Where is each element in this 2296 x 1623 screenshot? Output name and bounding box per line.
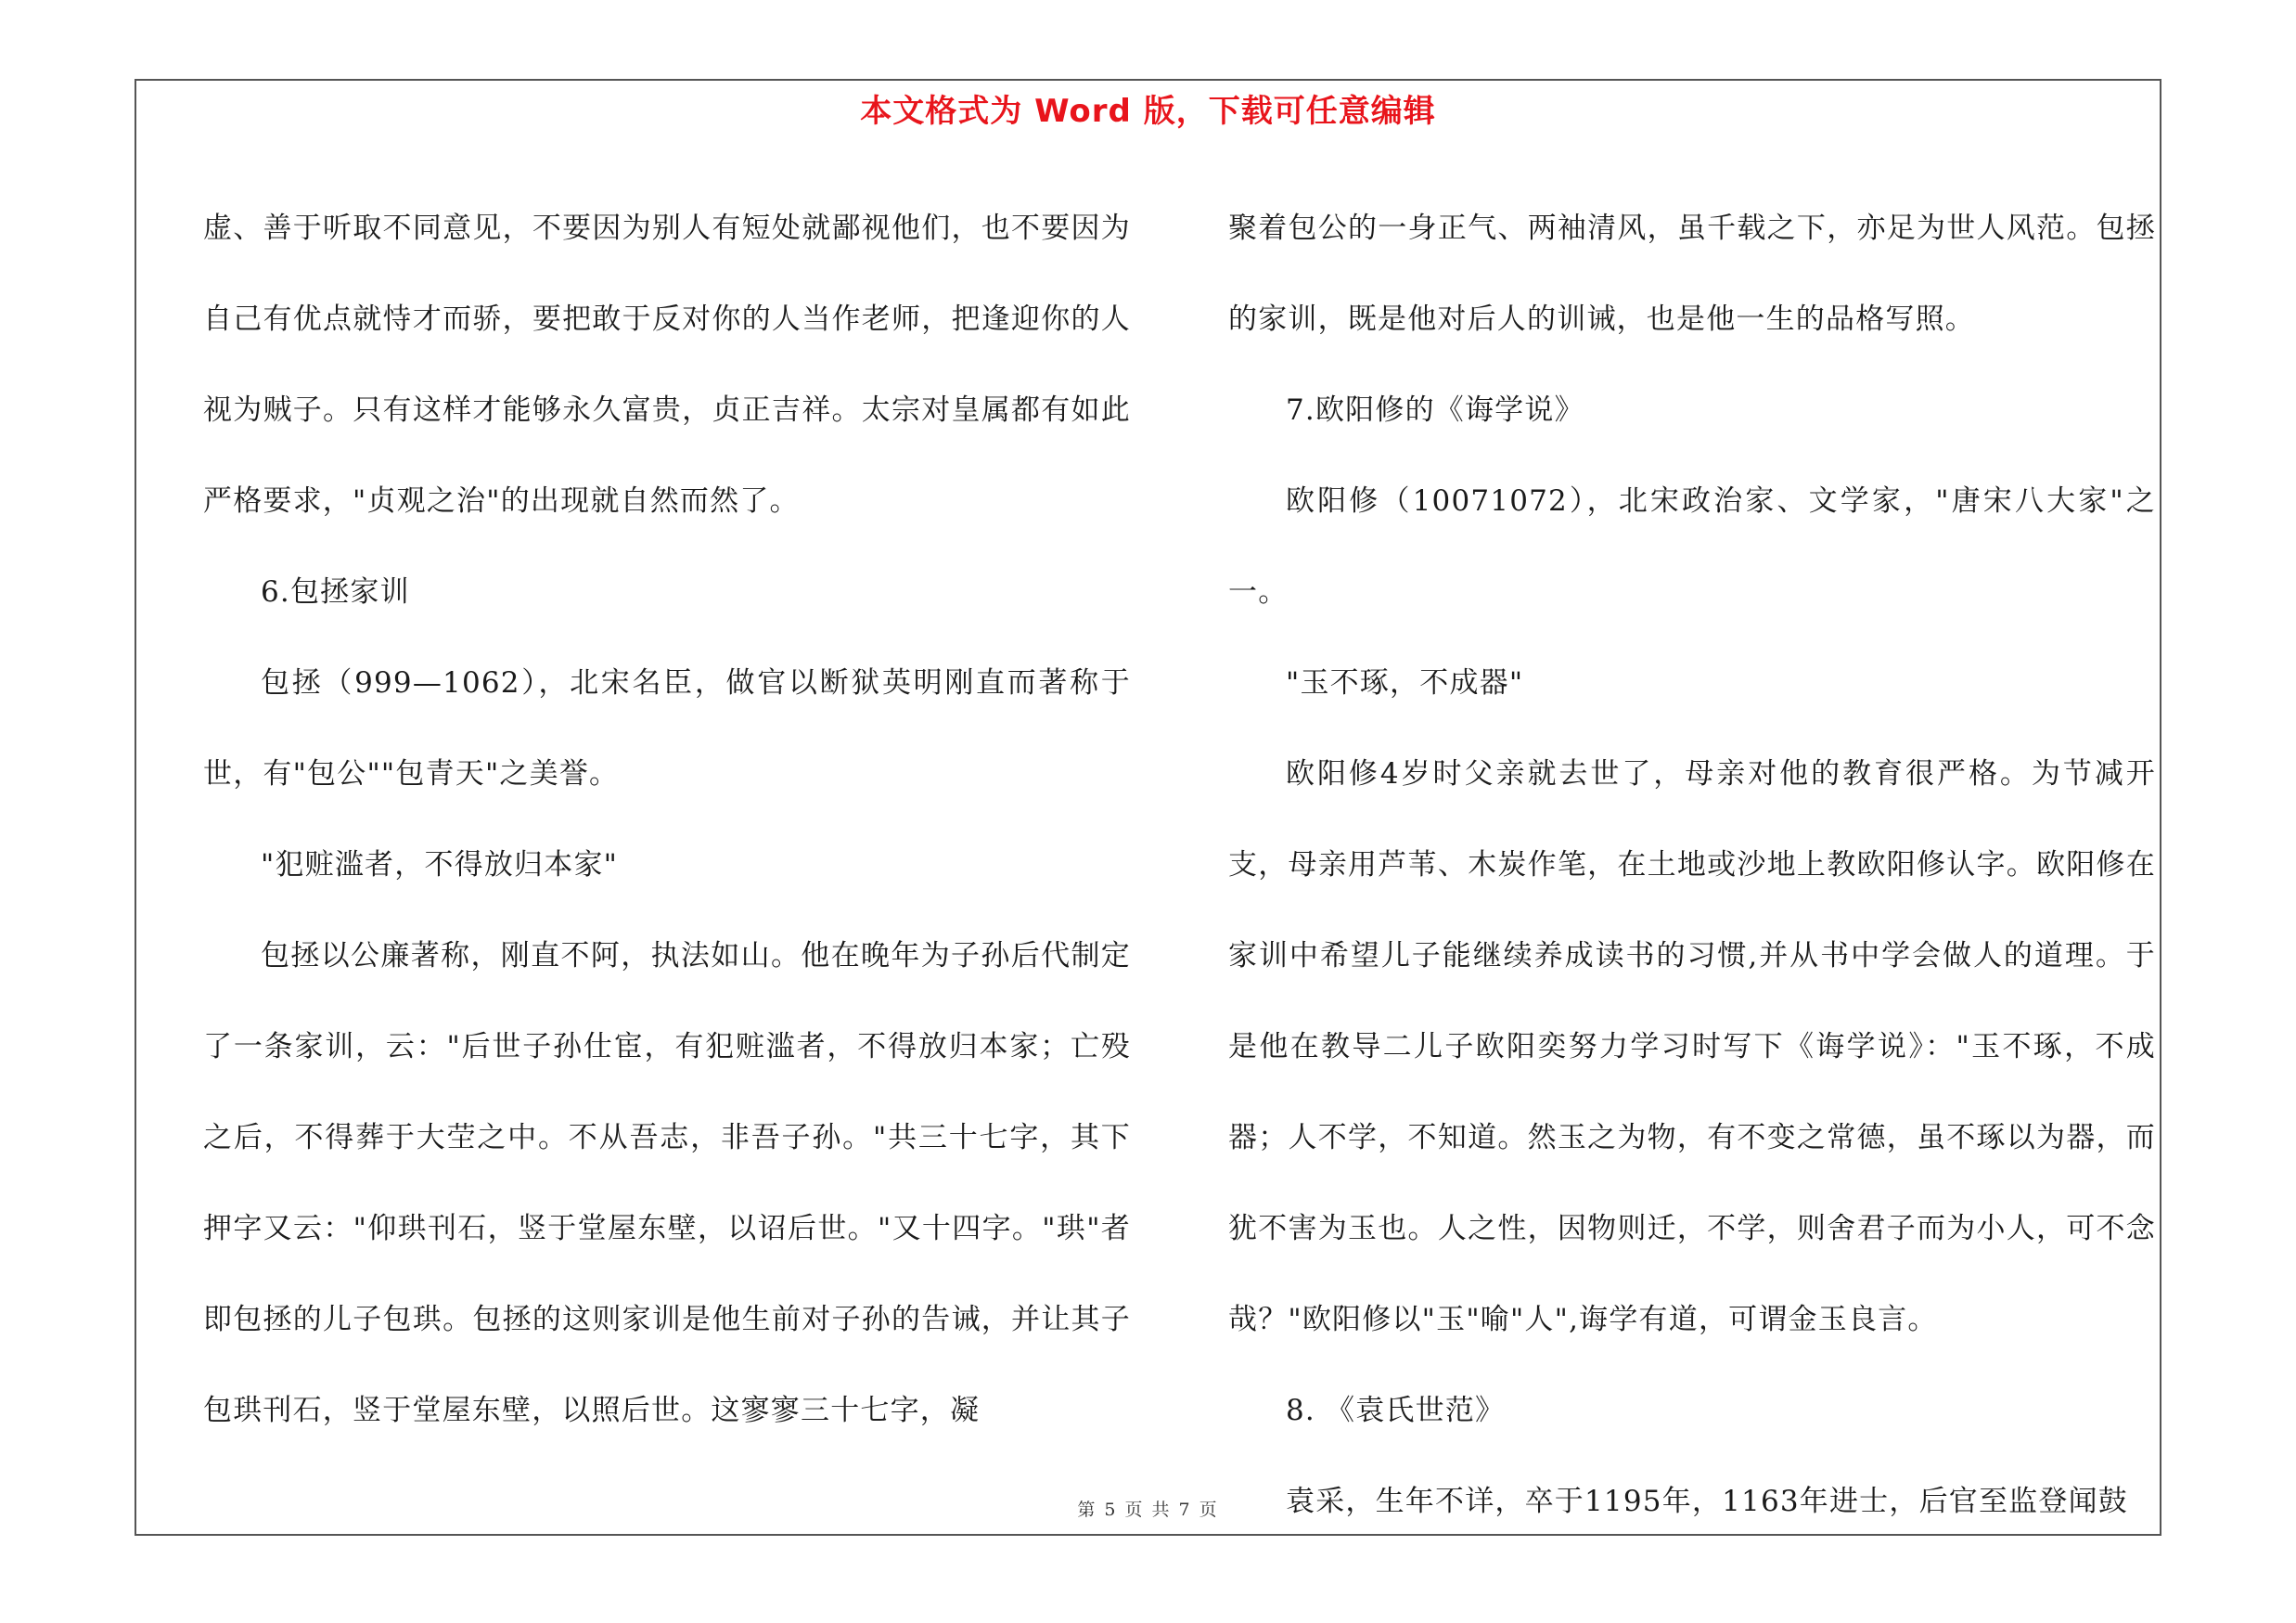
section-heading-ouyang-xiu: 7.欧阳修的《诲学说》	[1286, 393, 1584, 427]
quote-heading-ouyang-xiu: "玉不琢，不成器"	[1286, 666, 1524, 700]
section-heading-yuan-shi-shi-fan: 8. 《袁氏世范》	[1286, 1394, 1506, 1427]
page-frame	[135, 79, 2161, 1536]
right-text-column	[1228, 183, 2156, 1547]
paragraph-ouyang-xiu-story: 欧阳修4岁时父亲就去世了，母亲对他的教育很严格。为节减开支，母亲用芦苇、木炭作笔，在土地或沙地上教欧阳修认字。欧阳修在家训中希望儿子能继续养成读书的习惯,并从书中学会做人的道理。于是他在教导二儿子欧阳奕努力学习时写下《诲学说》："玉不琢，不成器；人不学，不知道。然玉之为物，有不变之常德，虽不琢以为器，而犹不害为玉也。人之性，因物则迁，不学，则舍君子而为小人，可不念哉？"欧阳修以"玉"喻"人",诲学有道，可谓金玉良言。	[1228, 757, 2156, 1336]
paragraph-continued: 聚着包公的一身正气、两袖清风，虽千载之下，亦足为世人风范。包拯的家训，既是他对后人的训诫，也是他一生的品格写照。	[1228, 212, 2156, 336]
paragraph-ouyang-xiu-intro: 欧阳修（10071072），北宋政治家、文学家，"唐宋八大家"之一。	[1228, 484, 2156, 609]
paragraph-bao-zheng-family-rule: 包拯以公廉著称，刚直不阿，执法如山。他在晚年为子孙后代制定了一条家训，云："后世子孙仕宦，有犯赃滥者，不得放归本家；亡殁之后，不得葬于大茔之中。不从吾志，非吾子孙。"共三十七字，其下押字又云："仰珙刊石，竖于堂屋东壁，以诏后世。"又十四字。"珙"者即包拯的儿子包珙。包拯的这则家训是他生前对子孙的告诫，并让其子包珙刊石，竖于堂屋东壁，以照后世。这寥寥三十七字，凝	[203, 939, 1131, 1427]
section-heading-bao-zheng: 6.包拯家训	[261, 575, 410, 609]
quote-heading-bao-zheng: "犯赃滥者，不得放归本家"	[261, 848, 619, 882]
word-format-banner: 本文格式为 Word 版，下载可任意编辑	[860, 93, 1436, 130]
left-text-column	[203, 183, 1131, 1456]
paragraph-continued: 虚、善于听取不同意见，不要因为别人有短处就鄙视他们，也不要因为自己有优点就恃才而骄，要把敢于反对你的人当作老师，把逢迎你的人视为贼子。只有这样才能够永久富贵，贞正吉祥。太宗对皇属都有如此严格要求，"贞观之治"的出现就自然而然了。	[203, 212, 1131, 518]
paragraph-yuan-cai-intro: 袁采，生年不详，卒于1195年，1163年进士，后官至监登闻鼓	[1286, 1485, 2128, 1518]
paragraph-bao-zheng-intro: 包拯（999—1062），北宋名臣，做官以断狱英明刚直而著称于世，有"包公""包青天"之美誉。	[203, 666, 1131, 791]
page-number-footer: 第 5 页 共 7 页	[1077, 1500, 1219, 1520]
